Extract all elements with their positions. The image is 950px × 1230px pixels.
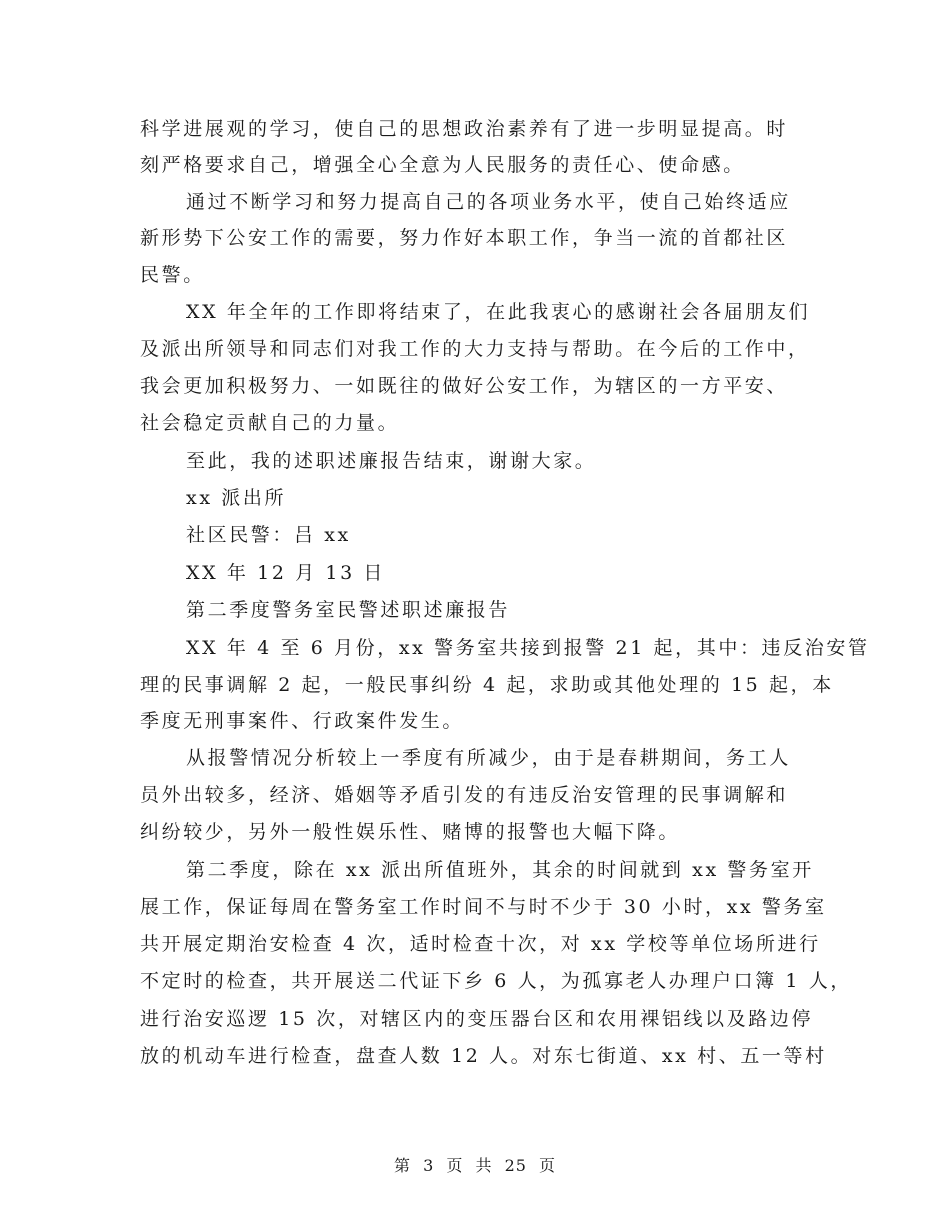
- footer-total-pages: 25: [504, 1156, 527, 1175]
- text-line-8: 我会更加积极努力、一如既往的做好公安工作，为辖区的一方平安、: [140, 375, 789, 397]
- footer-total-unit: 页: [539, 1156, 557, 1175]
- text-line-20: 纠纷较少，另外一般性娱乐性、赌博的报警也大幅下降。: [140, 821, 681, 843]
- text-line-5: 民警。: [140, 264, 205, 286]
- page-footer: [0, 1153, 950, 1176]
- signature-date: XX 年 12 月 13 日: [186, 562, 386, 584]
- footer-page-unit: 页: [446, 1156, 464, 1175]
- section-title: 第二季度警务室民警述职述廉报告: [186, 599, 511, 621]
- text-line-4: 新形势下公安工作的需要，努力作好本职工作，争当一流的首都社区: [140, 227, 789, 249]
- footer-total-label: 共: [475, 1156, 493, 1175]
- text-line-15: XX 年 4 至 6 月份，xx 警务室共接到报警 21 起，其中：违反治安管: [186, 637, 870, 659]
- text-line-7: 及派出所领导和同志们对我工作的大力支持与帮助。在今后的工作中，: [140, 338, 810, 360]
- text-line-16: 理的民事调解 2 起，一般民事纠纷 4 起，求助或其他处理的 15 起，本: [140, 674, 834, 696]
- text-line-25: 进行治安巡逻 15 次，对辖区内的变压器台区和农用裸铝线以及路边停: [140, 1008, 814, 1030]
- footer-page-label: 第: [393, 1156, 411, 1175]
- footer-page-number: 3: [423, 1156, 435, 1175]
- text-line-23: 共开展定期治安检查 4 次，适时检查十次，对 xx 学校等单位场所进行: [140, 933, 821, 955]
- signature-unit: xx 派出所: [186, 487, 287, 509]
- text-line-19: 员外出较多，经济、婚姻等矛盾引发的有违反治安管理的民事调解和: [140, 784, 789, 806]
- text-line-17: 季度无刑事案件、行政案件发生。: [140, 710, 465, 732]
- text-line-1: 科学进展观的学习，使自己的思想政治素养有了进一步明显提高。时: [140, 118, 789, 140]
- text-line-22: 展工作，保证每周在警务室工作时间不与时不少于 30 小时，xx 警务室: [140, 896, 827, 918]
- text-line-18: 从报警情况分析较上一季度有所减少，由于是春耕期间，务工人: [186, 747, 791, 769]
- text-line-10: 至此，我的述职述廉报告结束，谢谢大家。: [186, 450, 597, 472]
- text-line-3: 通过不断学习和努力提高自己的各项业务水平，使自己始终适应: [186, 191, 791, 213]
- text-line-2: 刻严格要求自己，增强全心全意为人民服务的责任心、使命感。: [140, 154, 745, 176]
- text-line-9: 社会稳定贡献自己的力量。: [140, 412, 400, 434]
- signature-name: 社区民警：吕 xx: [186, 524, 351, 546]
- text-line-26: 放的机动车进行检查，盘查人数 12 人。对东七街道、xx 村、五一等村: [140, 1045, 827, 1067]
- text-line-21: 第二季度，除在 xx 派出所值班外，其余的时间就到 xx 警务室开: [186, 859, 814, 881]
- text-line-24: 不定时的检查，共开展送二代证下乡 6 人，为孤寡老人办理户口簿 1 人，: [140, 970, 852, 992]
- text-line-6: XX 年全年的工作即将结束了，在此我衷心的感谢社会各届朋友们: [186, 301, 811, 323]
